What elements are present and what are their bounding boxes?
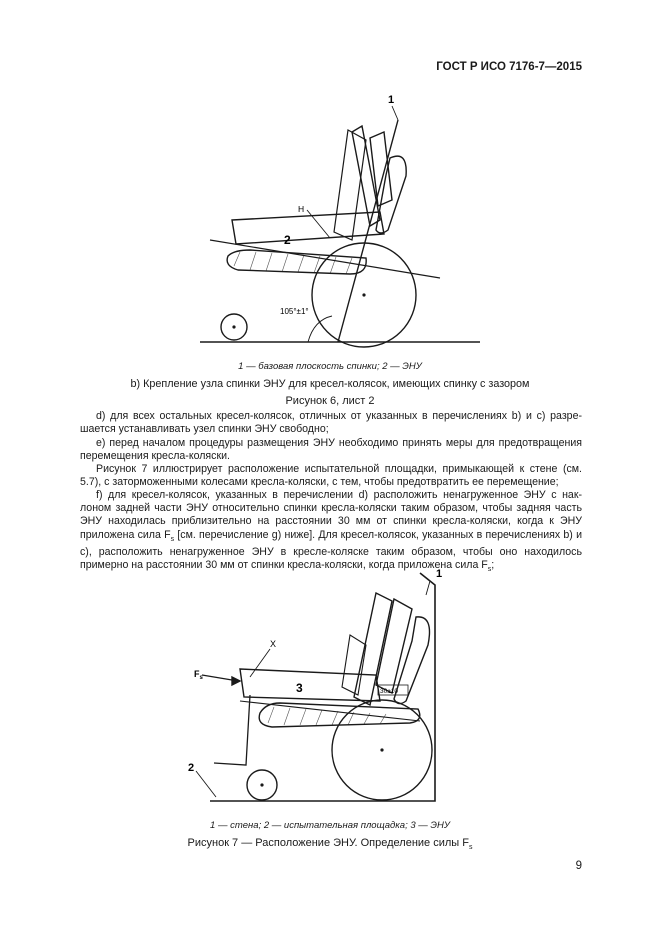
enu-seat-block (240, 669, 380, 701)
figure-6-legend: 1 — базовая плоскость спинки; 2 — ЭНУ (238, 361, 422, 372)
figure-7-title: Рисунок 7 — Расположение ЭНУ. Определение силы $F_s$ (187, 837, 473, 852)
paragraph-figure7-ref: Рисунок 7 иллюстрирует расположение испытательной площадки, примыкающей к стене (см. 5.7), с заторможенными колесами кресла-коляски, с тем, чтобы предотвратить ее перемещение; (80, 463, 582, 489)
fig7-gap-label: 30±10 (380, 688, 399, 695)
page-number: 9 (575, 860, 582, 872)
fig6-label-2: 2 (284, 233, 291, 247)
figure-6-drawing (180, 80, 480, 355)
figure-6-title: Рисунок 6, лист 2 (285, 395, 375, 407)
wall (210, 573, 435, 801)
fig7-force-label: $F_s$ (194, 669, 203, 681)
fig7-label-3: 3 (296, 681, 303, 695)
figure-7-legend: 1 — стена; 2 — испытательная площадка; 3 — ЭНУ (210, 820, 450, 831)
paragraph-d: d) для всех остальных кресел-колясок, отличных от указанных в перечислениях b) и с) разре-шается устанавливать узел спинки ЭНУ свободно; (80, 410, 582, 436)
fig6-angle-label: 105°±1° (280, 307, 309, 316)
fig7-label-2: 2 (188, 762, 195, 774)
figure-6-subcaption: b) Крепление узла спинки ЭНУ для кресел-колясок, имеющих спинку с зазором (130, 378, 530, 390)
paragraph-e: е) перед началом процедуры размещения ЭНУ необходимо принять меры для предотвращения перемещения кресла-коляски. (80, 437, 582, 463)
fig6-label-1: 1 (388, 94, 395, 106)
figure-7-drawing (180, 565, 450, 810)
standard-header: ГОСТ Р ИСО 7176-7—2015 (436, 61, 582, 73)
paragraph-f: f) для кресел-колясок, указанных в перечислении d) расположить ненагруженное ЭНУ с нак-лоном задней части ЭНУ относительно спинки кресла-коляски таким образом, чтобы задняя часть ЭНУ находилась приблизительно на расстоянии 30 мм от спинки кресла-коляски, когда к ЭНУ приложена сила $F_s$ [см. перечисление g) ниже]. Для кресел-колясок, указанных в перечислениях b) и с), расположить ненагруженное ЭНУ в кресле-коляске таким образом, чтобы оно находилось примерно на расстоянии 30 мм от спинки кресла-коляски, когда приложена сила $F_s$; (80, 489, 582, 574)
fig7-label-x: X (270, 639, 277, 649)
fig7-label-1: 1 (436, 568, 443, 580)
enu-seat-block (232, 212, 384, 244)
fig6-label-h: H (298, 204, 305, 214)
